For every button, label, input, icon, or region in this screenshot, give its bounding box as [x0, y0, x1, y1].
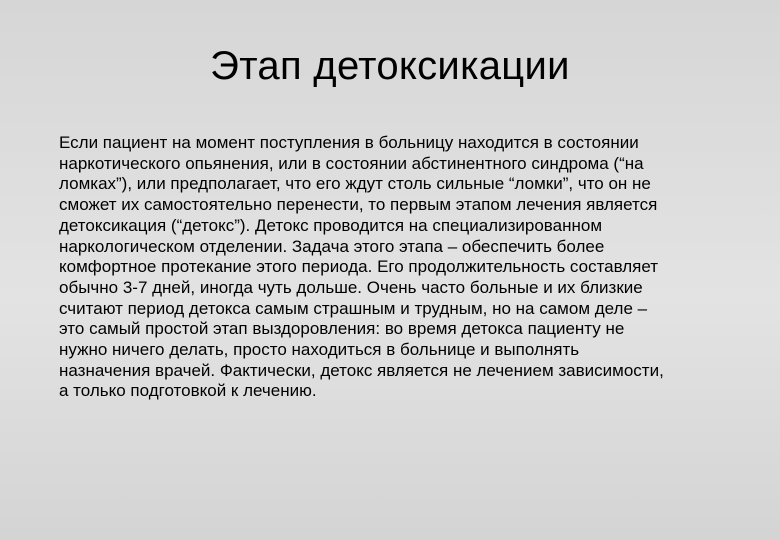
- body-line: это самый простой этап выздоровления: во время детокса пациенту не: [59, 319, 625, 339]
- slide-body-text: [59, 133, 721, 402]
- body-line: обычно 3-7 дней, иногда чуть дольше. Очень часто больные и их близкие: [59, 277, 643, 297]
- body-line: считают период детокса самым страшным и трудным, но на самом деле –: [59, 298, 648, 318]
- body-line: комфортное протекание этого периода. Его продолжительность составляет: [59, 257, 659, 277]
- body-line: сможет их самостоятельно перенести, то первым этапом лечения является: [59, 195, 658, 215]
- body-line: а только подготовкой к лечению.: [59, 381, 317, 401]
- body-line: Если пациент на момент поступления в больницу находится в состоянии: [59, 133, 639, 152]
- body-line: назначения врачей. Фактически, детокс является не лечением зависимости,: [59, 360, 664, 380]
- body-line: ломках”), или предполагает, что его ждут столь сильные “ломки”, что он не: [59, 174, 651, 194]
- body-line: детоксикация (“детокс”). Детокс проводится на специализированном: [59, 215, 603, 235]
- body-line: нужно ничего делать, просто находиться в больнице и выполнять: [59, 340, 580, 360]
- body-line: наркотического опьянения, или в состоянии абстинентного синдрома (“на: [59, 153, 644, 173]
- body-line: наркологическом отделении. Задача этого этапа – обеспечить более: [59, 236, 605, 256]
- slide-title: Этап детоксикации: [210, 44, 570, 88]
